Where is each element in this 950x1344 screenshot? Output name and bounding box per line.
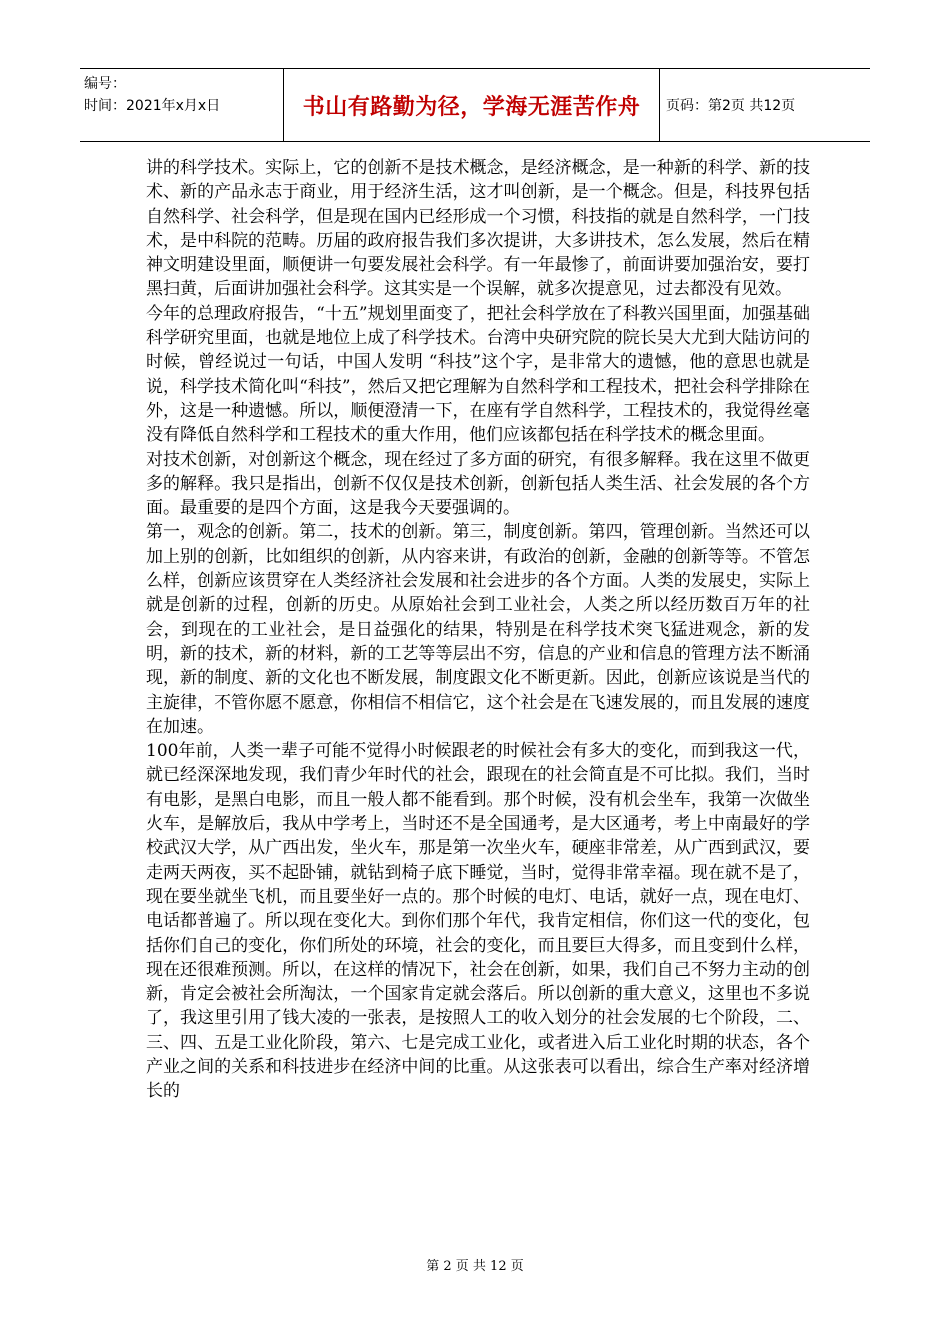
document-body <box>146 156 810 1104</box>
body-paragraph: 100年前，人类一辈子可能不觉得小时候跟老的时候社会有多大的变化，而到我这一代，就已经深深地发现，我们青少年时代的社会，跟现在的社会简直是不可比拟。我们，当时有电影，是黑白电影，而且一般人都不能看到。那个时候，没有机会坐车，我第一次做坐火车，是解放后，我从中学考上，当时还不是全国通考，是大区通考，考上中南最好的学校武汉大学，从广西出发，坐火车，那是第一次坐火车，硬座非常差，从广西到武汉，要走两天两夜，买不起卧铺，就钻到椅子底下睡觉，当时，觉得非常幸福。现在就不是了，现在要坐就坐飞机，而且要坐好一点的。那个时候的电灯、电话，就好一点，现在电灯、电话都普遍了。所以现在变化大。到你们那个年代，我肯定相信，你们这一代的变化，包括你们自己的变化，你们所处的环境，社会的变化，而且要巨大得多，而且变到什么样，现在还很难预测。所以，在这样的情况下，社会在创新，如果，我们自己不努力主动的创新，肯定会被社会所淘汰，一个国家肯定就会落后。所以创新的重大意义，这里也不多说了，我这里引用了钱大凌的一张表，是按照人工的收入划分的社会发展的七个阶段，二、三、四、五是工业化阶段，第六、七是完成工业化，或者进入后工业化时期的状态，各个产业之间的关系和科技进步在经济中间的比重。从这张表可以看出，综合生产率对经济增长的 <box>146 741 810 1102</box>
body-paragraph: 第一，观念的创新。第二，技术的创新。第三，制度创新。第四，管理创新。当然还可以加上别的创新，比如组织的创新，从内容来讲，有政治的创新，金融的创新等等。不管怎么样，创新应该贯穿在人类经济社会发展和社会进步的各个方面。人类的发展史，实际上就是创新的过程，创新的历史。从原始社会到工业社会，人类之所以经历数百万年的社会，到现在的工业社会，是日益强化的结果，特别是在科学技术突飞猛进观念，新的发明，新的技术，新的材料，新的工艺等等层出不穷，信息的产业和信息的管理方法不断涌现，新的制度、新的文化也不断发展，制度跟文化不断更新。因此，创新应该说是当代的主旋律，不管你愿不愿意，你相信不相信它，这个社会是在飞速发展的，而且发展的速度在加速。 <box>146 522 810 737</box>
body-paragraph: 今年的总理政府报告，“十五”规划里面变了，把社会科学放在了科教兴国里面，加强基础科学研究里面，也就是地位上成了科学技术。台湾中央研究院的院长吴大尤到大陆访问的时候，曾经说过一句话，中国人发明 “科技”这个字，是非常大的遗憾，他的意思也就是说，科学技术简化叫“科技”，然后又把它理解为自然科学和工程技术，把社会科学排除在外，这是一种遗憾。所以，顺便澄清一下，在座有学自然科学，工程技术的，我觉得丝毫没有降低自然科学和工程技术的重大作用，他们应该都包括在科学技术的概念里面。 <box>146 303 810 446</box>
body-paragraph: 对技术创新，对创新这个概念，现在经过了多方面的研究，有很多解释。我在这里不做更多的解释。我只是指出，创新不仅仅是技术创新，创新包括人类生活、社会发展的各个方面。最重要的是四个方面，这是我今天要强调的。 <box>146 449 810 519</box>
body-paragraph: 讲的科学技术。实际上，它的创新不是技术概念，是经济概念，是一种新的科学、新的技术、新的产品永志于商业，用于经济生活，这才叫创新，是一个概念。但是，科技界包括自然科学、社会科学，但是现在国内已经形成一个习惯，科技指的就是自然科学，一门技术，是中科院的范畴。历届的政府报告我们多次提讲，大多讲技术，怎么发展，然后在精神文明建设里面，顺便讲一句要发展社会科学。有一年最惨了，前面讲要加强治安，要打黑扫黄，后面讲加强社会科学。这其实是一个误解，就多次提意见，过去都没有见效。 <box>146 158 810 300</box>
page-footer: 第 2 页 共 12 页 <box>426 1259 524 1274</box>
header-motto: 书山有路勤为径，学海无涯苦作舟 <box>284 69 660 141</box>
header-meta <box>80 69 284 141</box>
document-number-label: 编号： <box>84 76 126 92</box>
header-page-info: 页码：第2页 共12页 <box>666 98 796 114</box>
page-header <box>80 68 870 142</box>
document-time-label: 时间：2021年x月x日 <box>84 98 221 114</box>
